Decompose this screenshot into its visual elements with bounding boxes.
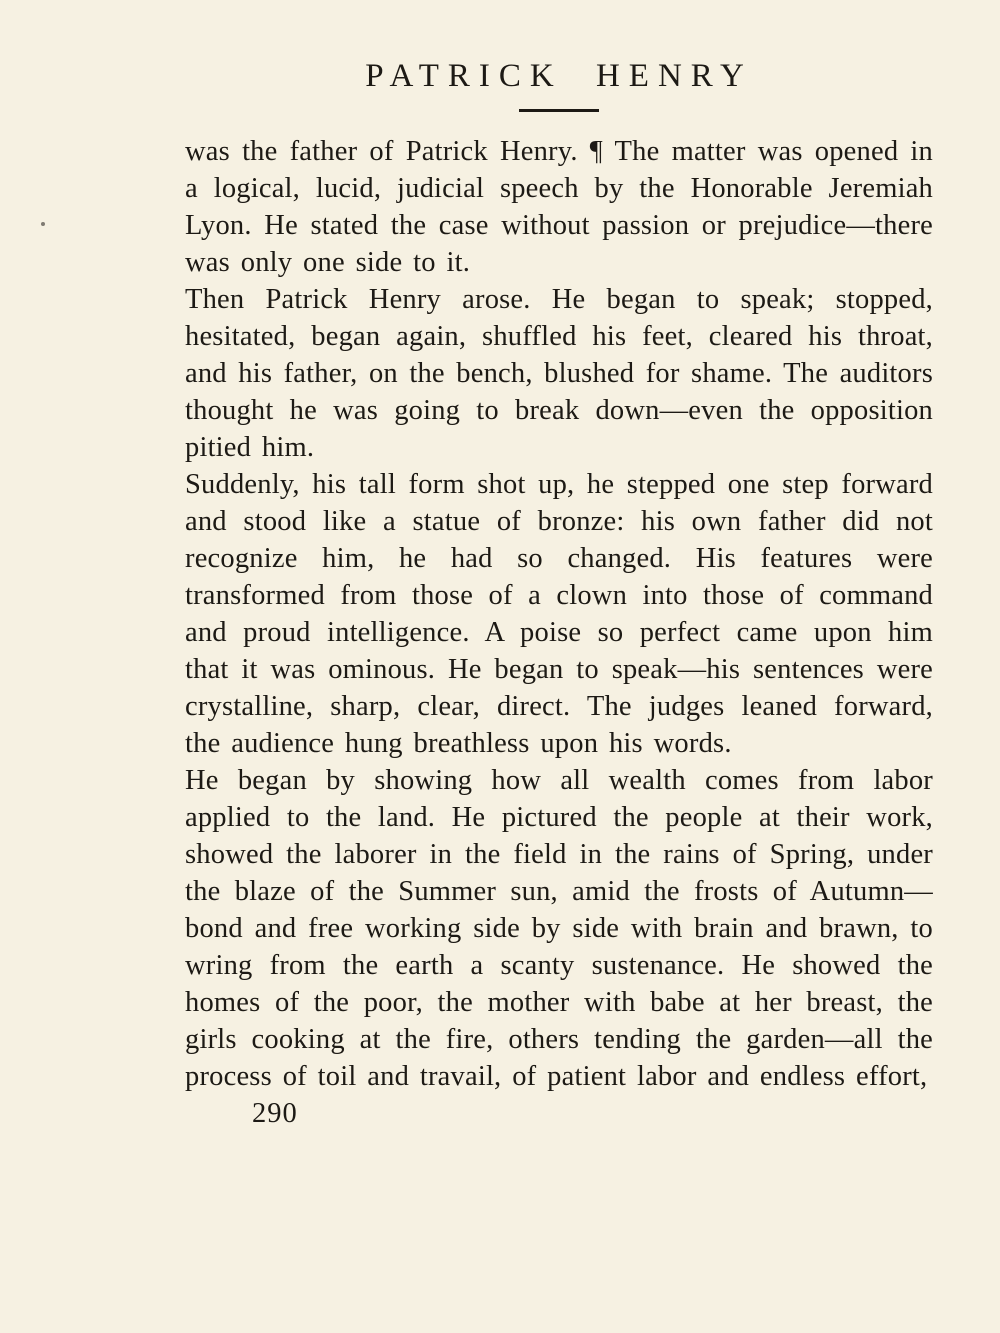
page-header [185, 0, 933, 112]
paragraph: Suddenly, his tall form shot up, he stepped one step forward and stood like a statue of bronze: his own father did not recognize him, he had so changed. His features were transformed from those of a clown into those of command and proud intelligence. A poise so perfect came upon him that it was ominous. He began to speak—his sentences were crystalline, sharp, clear, direct. The judges leaned forward, the audience hung breathless upon his words. [185, 469, 933, 760]
page-number: 290 [252, 1098, 298, 1130]
paragraph: was the father of Patrick Henry. ¶ The matter was opened in a logical, lucid, judicial speech by the Honorable Jeremiah Lyon. He stated the case without passion or prejudice—there was only one side to it. [185, 136, 933, 279]
text-block [185, 0, 933, 1132]
title-rule [519, 109, 599, 112]
paragraph: He began by showing how all wealth comes from labor applied to the land. He pictured the people at their work, showed the laborer in the field in the rains of Spring, under the blaze of the Summer sun, amid the frosts of Autumn—bond and free working side by side with brain and brawn, to wring from the earth a scanty sustenance. He showed the homes of the poor, the mother with babe at her breast, the girls cooking at the fire, others tending the garden—all the process of toil and travail, of patient labor and endless effort, [185, 765, 933, 1093]
page-title: PATRICK HENRY [365, 58, 753, 94]
scan-speck [41, 222, 45, 226]
paragraph: Then Patrick Henry arose. He began to speak; stopped, hesitated, began again, shuffled his feet, cleared his throat, and his father, on the bench, blushed for shame. The auditors thought he was going to break down—even the opposition pitied him. [185, 284, 933, 464]
body-text [185, 133, 933, 1095]
